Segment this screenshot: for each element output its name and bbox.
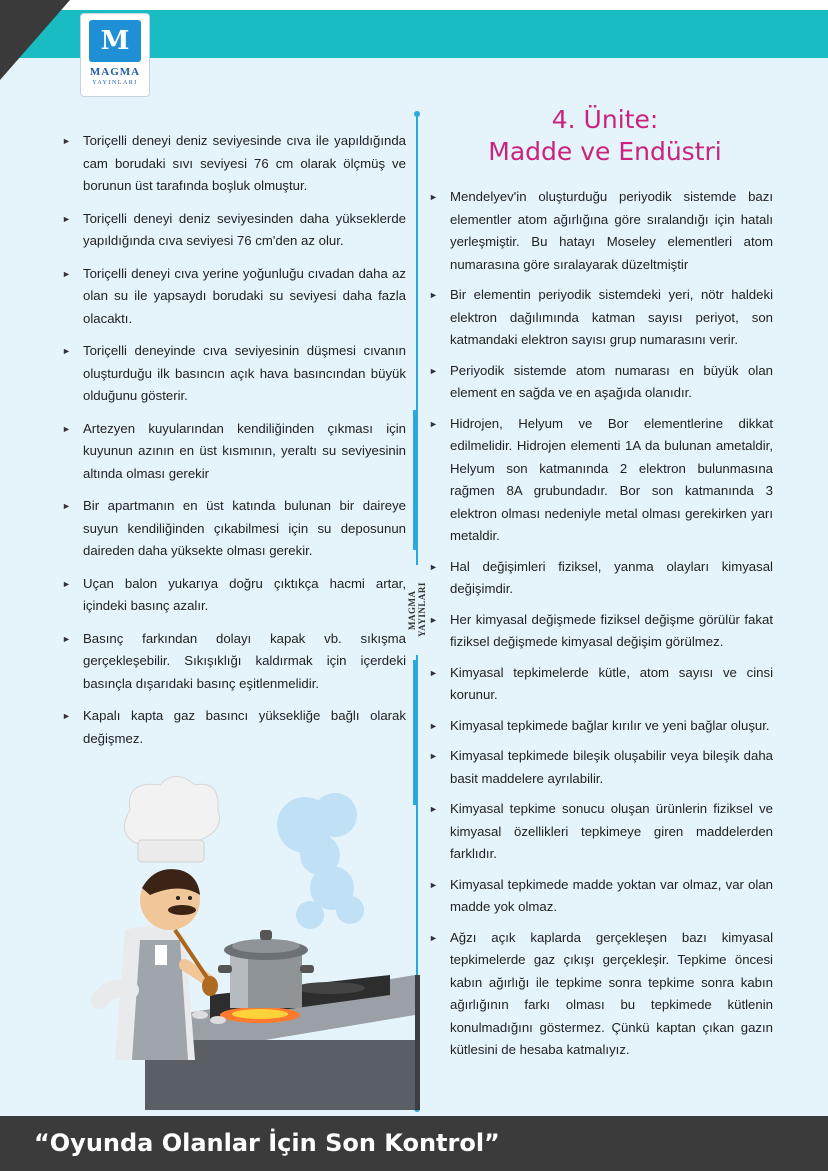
top-white-strip (0, 0, 828, 10)
list-item-text: Kimyasal tepkime sonucu oluşan ürünlerin fiziksel ve kimyasal özellikleri tepkimeye giren maddelerden farklıdır. (450, 801, 773, 861)
list-item-text: Uçan balon yukarıya doğru çıktıkça hacmi artar, içindeki basınç azalır. (83, 575, 406, 613)
list-item-text: Kimyasal tepkimede bileşik oluşabilir veya bileşik daha basit maddelere ayrılabilir. (450, 748, 773, 786)
list-item (62, 418, 406, 486)
list-item-text: Basınç farkından dolayı kapak vb. sıkışma gerçekleşebilir. Sıkışıklığı kaldırmak için içerdeki basınçla dışarıdaki basınç eşitlenmelidir. (83, 630, 406, 691)
list-item-text: Periyodik sistemde atom numarası en büyük olan element en sağda ve en aşağıda olanıdır. (450, 362, 773, 400)
bullet-arrow-icon: ► (429, 290, 438, 300)
list-item-text: Artezyen kuyularından kendiliğinden çıkması için kuyunun azının en üst kısmının, yeraltı su seviyesinin altında olması gerekir (83, 420, 406, 481)
bullet-arrow-icon: ► (429, 879, 438, 890)
bullet-arrow-icon: ► (62, 501, 71, 511)
list-item (62, 340, 406, 408)
list-item (429, 186, 773, 276)
logo-subtitle: YAYINLARI (92, 80, 138, 86)
list-item (429, 556, 773, 601)
list-item (429, 284, 773, 352)
list-item-text: Kimyasal tepkimede bağlar kırılır ve yeni bağlar oluşur. (450, 717, 770, 733)
bullet-arrow-icon: ► (429, 561, 438, 572)
list-item-text: Kimyasal tepkimede madde yoktan var olmaz, var olan madde yok olmaz. (450, 876, 773, 914)
left-bullet-list (62, 130, 406, 760)
list-item (429, 360, 773, 405)
list-item (62, 495, 406, 563)
cooking-pot-icon (218, 930, 314, 1008)
list-item (429, 413, 773, 548)
bullet-arrow-icon: ► (429, 932, 438, 943)
unit-title (440, 104, 770, 168)
list-item (62, 628, 406, 696)
bullet-arrow-icon: ► (62, 423, 71, 434)
list-item-text: Hidrojen, Helyum ve Bor elementlerine dikkat edilmelidir. Hidrojen elementi 1A da bulunan ametaldir, Helyum son katmanında 2 elektron bulunmasına rağmen 8A grubundadır. Bor son katmanında 3 elektron olması nedeniyle metal olması gerekirken yarı metaldir. (450, 415, 773, 543)
footer-slogan: “Oyunda Olanlar İçin Son Kontrol” (34, 1129, 500, 1157)
list-item-text: Toriçelli deneyinde cıva seviyesinin düşmesi cıvanın oluşturduğu ilk basıncın açık hava basıncından büyük olduğunu gösterir. (83, 343, 406, 403)
list-item (62, 208, 406, 253)
bullet-arrow-icon: ► (429, 751, 438, 761)
book-icon (89, 20, 141, 62)
list-item-text: Ağzı açık kaplarda gerçekleşen bazı kimyasal tepkimelerde gaz çıkışı gerçekleşir. Tepkime öncesi kabın ağırlığı ile tepkime sonra tepkime sonra kabın ağırlığının farkı olması bu tepkimede kütlenin konulmadığını göstermez. Çünkü kaptan çıkan gazın kütlesini de hesaba katmalıyız. (450, 929, 773, 1057)
bullet-arrow-icon: ► (429, 667, 438, 678)
list-item-text: Bir elementin periyodik sistemdeki yeri, nötr haldeki elektron dağılımında katman sayısı periyot, son katmandaki elektron sayısı grup numarasını verir. (450, 287, 773, 347)
bullet-arrow-icon: ► (62, 136, 71, 146)
list-item (62, 130, 406, 198)
list-item-text: Bir apartmanın en üst katında bulunan bir daireye suyun kendiliğinden çıkabilmesi için su deposunun daireden daha yüksekte olması gerekir. (83, 498, 406, 558)
bullet-arrow-icon: ► (62, 578, 71, 589)
bullet-arrow-icon: ► (429, 192, 438, 202)
bullet-arrow-icon: ► (429, 418, 438, 429)
list-item-text: Toriçelli deneyi cıva yerine yoğunluğu cıvadan daha az olan su ile yapsaydı borudaki su seviyesi daha fazla olacaktı. (83, 265, 406, 326)
bullet-arrow-icon: ► (62, 268, 71, 279)
list-item (429, 798, 773, 866)
bullet-arrow-icon: ► (429, 614, 438, 625)
bullet-arrow-icon: ► (62, 213, 71, 224)
bullet-arrow-icon: ► (62, 633, 71, 644)
divider-top-dot (414, 111, 420, 117)
chef-cooking-illustration (70, 770, 420, 1110)
right-bullet-list (429, 186, 773, 1070)
list-item-text: Mendelyev'in oluşturduğu periyodik sistemde bazı elementler atom ağırlığına göre sıralandığı için hatalı yerleşmiştir. Bu hatayı Moseley elementleri atom numarasına göre sıralayarak düzeltmiştir (450, 189, 773, 272)
list-item (62, 705, 406, 750)
list-item-text: Toriçelli deneyi deniz seviyesinden daha yükseklerde yapıldığında cıva seviyesi 76 cm'den az olur. (83, 210, 406, 248)
divider-accent-upper (413, 410, 418, 550)
unit-name: Madde ve Endüstri (488, 137, 722, 166)
list-item (429, 609, 773, 654)
list-item-text: Kimyasal tepkimelerde kütle, atom sayısı ve cinsi korunur. (450, 664, 773, 702)
side-brand-label: MAGMA YAYINLARI (407, 565, 427, 655)
logo-name: MAGMA (89, 66, 141, 78)
bullet-arrow-icon: ► (429, 720, 438, 731)
list-item (429, 745, 773, 790)
list-item (62, 263, 406, 331)
unit-number: 4. Ünite: (551, 105, 659, 134)
header-dark-corner (0, 0, 70, 80)
list-item (429, 874, 773, 919)
list-item-text: Her kimyasal değişmede fiziksel değişme görülür fakat fiziksel değişmede kimyasal değişim görülmez. (450, 611, 773, 649)
steam-cloud-icon (277, 793, 364, 929)
logo-letter: M (100, 26, 130, 56)
bullet-arrow-icon: ► (429, 365, 438, 376)
list-item (429, 927, 773, 1062)
list-item-text: Toriçelli deneyi deniz seviyesinde cıva ile yapıldığında cam borudaki sıvı seviyesi 76 cm olarak ölçmüş ve borunun üst tarafında boşluk olmuştur. (83, 133, 406, 193)
list-item (429, 662, 773, 707)
list-item (62, 573, 406, 618)
publisher-logo (80, 13, 150, 97)
list-item-text: Hal değişimleri fiziksel, yanma olayları kimyasal değişimdir. (450, 558, 773, 596)
list-item-text: Kapalı kapta gaz basıncı yüksekliğe bağlı olarak değişmez. (83, 708, 406, 746)
header-panel (60, 58, 828, 108)
bullet-arrow-icon: ► (429, 804, 438, 814)
list-item (429, 715, 773, 738)
bullet-arrow-icon: ► (62, 711, 71, 721)
bullet-arrow-icon: ► (62, 346, 71, 356)
